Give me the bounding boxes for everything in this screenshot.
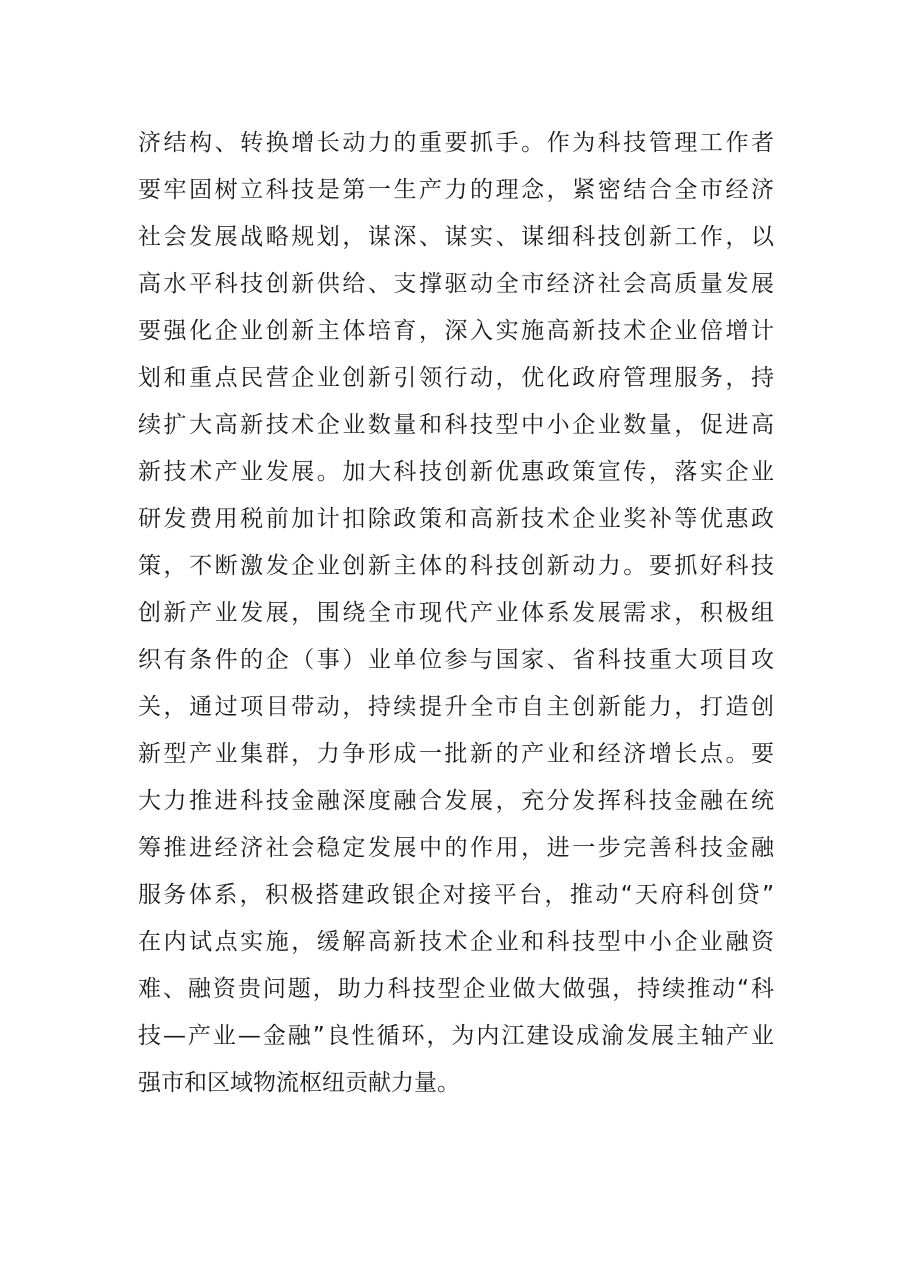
text-line: 策，不断激发企业创新主体的科技创新动力。要抓好科技 bbox=[138, 553, 774, 579]
text-line: 研发费用税前加计扣除政策和高新技术企业奖补等优惠政 bbox=[138, 506, 774, 532]
text-line: 筹推进经济社会稳定发展中的作用，进一步完善科技金融 bbox=[138, 835, 774, 861]
text-line: 在内试点实施，缓解高新技术企业和科技型中小企业融资 bbox=[138, 929, 774, 955]
text-line: 社会发展战略规划，谋深、谋实、谋细科技创新工作，以 bbox=[138, 224, 774, 250]
text-line: 技—产业—金融”良性循环，为内江建设成渝发展主轴产业 bbox=[138, 1023, 774, 1049]
text-line: 难、融资贵问题，助力科技型企业做大做强，持续推动“科 bbox=[138, 976, 774, 1002]
text-line: 续扩大高新技术企业数量和科技型中小企业数量，促进高 bbox=[138, 412, 774, 438]
body-paragraph bbox=[138, 120, 774, 1107]
text-line: 新型产业集群，力争形成一批新的产业和经济增长点。要 bbox=[138, 741, 774, 767]
text-line: 大力推进科技金融深度融合发展，充分发挥科技金融在统 bbox=[138, 788, 774, 814]
text-line: 服务体系，积极搭建政银企对接平台，推动“天府科创贷” bbox=[138, 882, 774, 908]
text-line: 创新产业发展，围绕全市现代产业体系发展需求，积极组 bbox=[138, 600, 774, 626]
text-line: 强市和区域物流枢纽贡献力量。 bbox=[138, 1070, 460, 1096]
text-line: 高水平科技创新供给、支撑驱动全市经济社会高质量发展 bbox=[138, 271, 774, 297]
text-line: 织有条件的企（事）业单位参与国家、省科技重大项目攻 bbox=[138, 647, 774, 673]
text-line: 济结构、转换增长动力的重要抓手。作为科技管理工作者 bbox=[138, 130, 774, 156]
text-line: 新技术产业发展。加大科技创新优惠政策宣传，落实企业 bbox=[138, 459, 774, 485]
text-line: 关，通过项目带动，持续提升全市自主创新能力，打造创 bbox=[138, 694, 774, 720]
text-line: 划和重点民营企业创新引领行动，优化政府管理服务，持 bbox=[138, 365, 774, 391]
text-line: 要牢固树立科技是第一生产力的理念，紧密结合全市经济 bbox=[138, 177, 774, 203]
text-line: 要强化企业创新主体培育，深入实施高新技术企业倍增计 bbox=[138, 318, 774, 344]
